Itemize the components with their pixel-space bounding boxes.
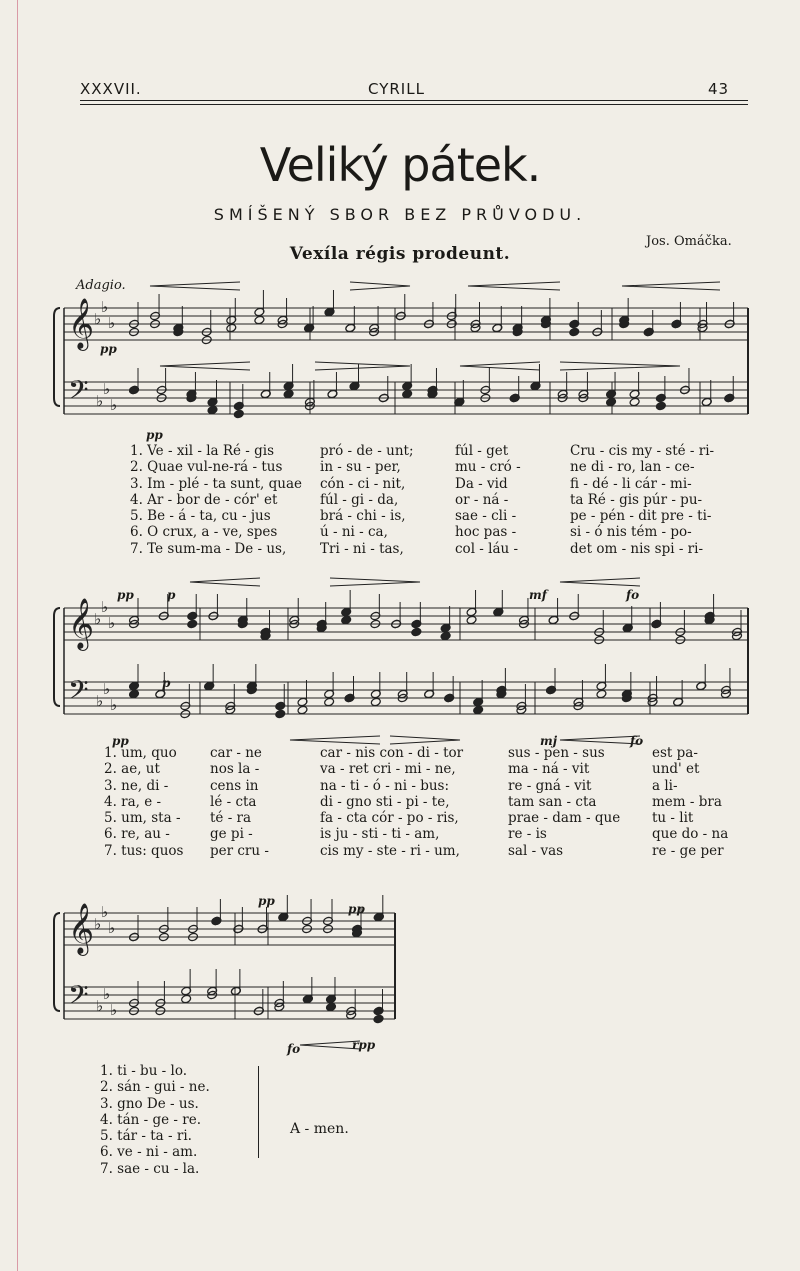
lyric-segment: tam san - cta	[508, 793, 597, 810]
note-head	[207, 405, 218, 415]
subtitle: SMÍŠENÝ SBOR BEZ PRŮVODU.	[213, 205, 587, 224]
note-head	[569, 327, 580, 337]
note-head	[402, 389, 413, 399]
lyric-segment: und' et	[652, 761, 700, 778]
lyric-segment: sae - cli -	[455, 508, 517, 525]
lyric-segment: cens in	[210, 777, 259, 794]
decrescendo-hairpin	[390, 736, 460, 744]
lyric-line: 7. sae - cu - la.	[100, 1160, 200, 1177]
note-head	[655, 401, 666, 411]
treble-clef: 𝄞	[68, 298, 95, 349]
lyric-segment: 5. um, sta -	[104, 810, 181, 827]
bass-clef: 𝄢	[68, 374, 89, 412]
dynamic-mark: mf	[529, 588, 547, 602]
music-system-2	[0, 590, 800, 740]
music-system-3	[0, 895, 800, 1045]
note-head	[254, 315, 265, 325]
lyric-segment: 1. um, quo	[104, 745, 177, 761]
lyric-segment: tu - lit	[652, 810, 694, 827]
lyric-line	[0, 459, 800, 475]
lyric-segment: is ju - sti - ti - am,	[320, 826, 440, 843]
lyric-line	[0, 826, 800, 842]
flat-sign: ♭	[101, 298, 109, 316]
lyric-segment: pe - pén - dit pre - ti-	[570, 508, 712, 525]
lyric-segment: re - ge per	[652, 842, 724, 859]
lyric-line	[0, 745, 800, 761]
note-head	[596, 689, 607, 699]
note-head	[325, 1002, 336, 1012]
lyric-segment: nos la -	[210, 761, 260, 778]
treble-clef: 𝄞	[68, 598, 95, 649]
flat-sign: ♭	[110, 1001, 118, 1019]
lyric-segment: ma - ná - vit	[508, 761, 590, 778]
crescendo-hairpin	[460, 362, 540, 370]
dynamic-mark: p	[162, 676, 171, 690]
crescendo-hairpin	[560, 736, 640, 744]
lyric-segment: 3. Im - plé - ta sunt, quae	[130, 475, 303, 492]
journal-name: CYRILL	[368, 80, 425, 98]
note-head	[275, 709, 286, 719]
flat-sign: ♭	[94, 310, 102, 328]
flat-sign: ♭	[110, 696, 118, 714]
volume-number: XXXVII.	[80, 80, 142, 98]
lyrics-block-3	[100, 1063, 300, 1177]
lyric-segment: na - ti - ó - ni - bus:	[320, 777, 450, 794]
lyric-segment: que do - na	[652, 826, 729, 843]
flat-sign: ♭	[96, 997, 104, 1015]
lyric-segment: cis my - ste - ri - um,	[320, 842, 460, 859]
page-number: 43	[708, 80, 730, 98]
lyric-segment: 6. O crux, a - ve, spes	[130, 524, 278, 541]
crescendo-hairpin	[150, 282, 240, 290]
flat-sign: ♭	[96, 392, 104, 410]
note-head	[233, 409, 244, 419]
lyric-segment: or - ná -	[455, 491, 509, 508]
crescendo-hairpin	[290, 736, 380, 744]
dynamic-mark: pp	[112, 734, 129, 748]
lyric-segment: 4. ra, e -	[104, 793, 162, 810]
decrescendo-hairpin	[330, 578, 420, 586]
lyric-line	[0, 761, 800, 777]
crescendo-hairpin	[190, 578, 260, 586]
dynamic-mark: pp	[348, 902, 365, 916]
music-system-1	[0, 290, 800, 440]
flat-sign: ♭	[103, 680, 111, 698]
lyric-segment: pró - de - unt;	[320, 443, 414, 459]
lyric-segment: brá - chi - is,	[320, 508, 406, 525]
tempo-marking: Adagio.	[76, 278, 126, 293]
dynamic-mark: p	[167, 588, 176, 602]
lyric-segment: car - nis con - di - tor	[320, 745, 464, 761]
flat-sign: ♭	[108, 614, 116, 632]
lyric-segment: fúl - gi - da,	[320, 491, 399, 508]
note-head	[373, 1014, 384, 1024]
system-bracket	[54, 308, 60, 406]
note-head	[466, 615, 477, 625]
hymn-title: Vexíla régis prodeunt.	[289, 244, 511, 264]
lyric-line: 6. ve - ni - am.	[100, 1144, 198, 1161]
lyric-segment: mem - bra	[652, 793, 722, 810]
lyric-segment: sus - pen - sus	[508, 745, 605, 761]
crescendo-hairpin	[622, 282, 720, 290]
lyric-segment: car - ne	[210, 745, 262, 761]
verse-bracket	[258, 1066, 269, 1158]
flat-sign: ♭	[96, 692, 104, 710]
lyric-segment: Cru - cis my - sté - ri-	[570, 443, 715, 459]
lyric-segment: fúl - get	[455, 443, 509, 459]
lyric-segment: 7. Te sum-ma - De - us,	[130, 540, 287, 557]
lyric-segment: Tri - ni - tas,	[320, 540, 404, 557]
note-head	[283, 389, 294, 399]
lyric-line	[0, 524, 800, 540]
flat-sign: ♭	[108, 314, 116, 332]
treble-clef: 𝄞	[68, 903, 95, 954]
lyric-segment: 6. re, au -	[104, 826, 170, 843]
decrescendo-hairpin	[350, 282, 410, 290]
crescendo-hairpin	[560, 578, 640, 586]
lyric-segment: ta Ré - gis púr - pu-	[570, 491, 703, 508]
lyric-segment: té - ra	[210, 810, 252, 827]
flat-sign: ♭	[103, 985, 111, 1003]
lyric-line: 5. tár - ta - ri.	[100, 1128, 192, 1145]
note-head	[341, 615, 352, 625]
decrescendo-hairpin	[315, 362, 410, 370]
system-bracket	[54, 608, 60, 706]
flat-sign: ♭	[94, 915, 102, 933]
lyric-segment: cón - ci - nit,	[320, 475, 406, 492]
lyric-line	[0, 778, 800, 794]
note-head	[370, 697, 381, 707]
note-head	[324, 697, 335, 707]
dynamic-mark: pp	[117, 588, 134, 602]
crescendo-hairpin	[160, 362, 250, 370]
amen-text: A - men.	[290, 1121, 349, 1137]
lyric-line	[0, 843, 800, 859]
lyric-segment: 4. Ar - bor de - cór' et	[130, 491, 278, 508]
flat-sign: ♭	[101, 598, 109, 616]
crescendo-hairpin	[468, 282, 560, 290]
lyric-line	[0, 443, 800, 459]
lyric-segment: di - gno sti - pi - te,	[320, 793, 450, 810]
lyric-segment: re - gná - vit	[508, 777, 592, 794]
flat-sign: ♭	[108, 919, 116, 937]
lyric-segment: det om - nis spi - ri-	[570, 540, 704, 557]
lyric-line	[0, 476, 800, 492]
crescendo-hairpin	[300, 1041, 360, 1049]
dynamic-mark: mj	[540, 734, 558, 748]
note-head	[629, 397, 640, 407]
page-title: Veliký pátek.	[259, 138, 541, 192]
note-head	[606, 397, 617, 407]
lyric-segment: Da - vid	[455, 475, 508, 492]
dynamic-mark: fo	[626, 588, 640, 602]
dynamic-mark: pp	[146, 428, 163, 442]
lyric-segment: ne di - ro, lan - ce-	[570, 459, 695, 476]
lyric-segment: ú - ni - ca,	[320, 524, 388, 541]
lyric-segment: fi - dé - li cár - mi-	[570, 475, 692, 492]
header-rule	[80, 100, 748, 105]
lyric-segment: 7. tus: quos	[104, 842, 184, 859]
lyric-line	[0, 794, 800, 810]
dynamic-mark: fo	[630, 734, 644, 748]
flat-sign: ♭	[110, 396, 118, 414]
note-head	[411, 627, 422, 637]
lyric-line	[0, 508, 800, 524]
lyric-segment: mu - cró -	[455, 459, 521, 476]
lyric-segment: va - ret cri - mi - ne,	[320, 761, 456, 778]
decrescendo-hairpin	[560, 362, 680, 370]
note-head	[181, 994, 192, 1004]
lyric-segment: si - ó nis tém - po-	[570, 524, 692, 541]
lyric-segment: hoc pas -	[455, 524, 517, 541]
lyric-segment: 5. Be - á - ta, cu - jus	[130, 508, 271, 525]
lyric-segment: prae - dam - que	[508, 810, 621, 827]
lyric-segment: col - láu -	[455, 540, 519, 557]
lyric-line: 3. gno De - us.	[100, 1095, 199, 1112]
flat-sign: ♭	[101, 903, 109, 921]
lyric-segment: 3. ne, di -	[104, 777, 169, 794]
lyric-segment: ge pi -	[210, 826, 253, 843]
lyric-segment: re - is	[508, 826, 547, 843]
lyric-line: 4. tán - ge - re.	[100, 1111, 201, 1128]
flat-sign: ♭	[103, 380, 111, 398]
system-bracket	[54, 913, 60, 1011]
bass-clef: 𝄢	[68, 979, 89, 1017]
lyric-line: 1. ti - bu - lo.	[100, 1063, 188, 1079]
note-head	[297, 705, 308, 715]
flat-sign: ♭	[94, 610, 102, 628]
lyric-segment: est pa-	[652, 745, 698, 761]
lyric-segment: in - su - per,	[320, 459, 401, 476]
lyric-segment: 1. Ve - xil - la Ré - gis	[130, 443, 275, 459]
lyric-line	[0, 492, 800, 508]
lyrics-block-1	[0, 443, 800, 557]
lyric-line: 2. sán - gui - ne.	[100, 1079, 210, 1096]
composer: Jos. Omáčka.	[646, 234, 732, 249]
lyric-segment: lé - cta	[210, 793, 257, 810]
lyric-segment: fa - cta cór - po - ris,	[320, 810, 459, 827]
note-head	[129, 689, 140, 699]
lyric-segment: a li-	[652, 777, 678, 794]
lyric-line	[0, 810, 800, 826]
note-head	[473, 705, 484, 715]
lyric-segment: sal - vas	[508, 842, 564, 859]
dynamic-mark: fo	[287, 1042, 301, 1056]
lyric-segment: 2. Quae vul-ne-rá - tus	[130, 459, 283, 476]
bass-clef: 𝄢	[68, 674, 89, 712]
running-header	[80, 80, 748, 100]
lyric-line	[0, 541, 800, 557]
dynamic-mark: pp	[100, 342, 117, 356]
dynamic-mark: rpp	[352, 1038, 376, 1052]
lyrics-block-2	[0, 745, 800, 859]
lyric-segment: per cru -	[210, 842, 269, 859]
note-head	[226, 323, 237, 333]
note-head	[440, 631, 451, 641]
dynamic-mark: pp	[258, 894, 275, 908]
lyric-segment: 2. ae, ut	[104, 761, 160, 778]
note-head	[187, 619, 198, 629]
